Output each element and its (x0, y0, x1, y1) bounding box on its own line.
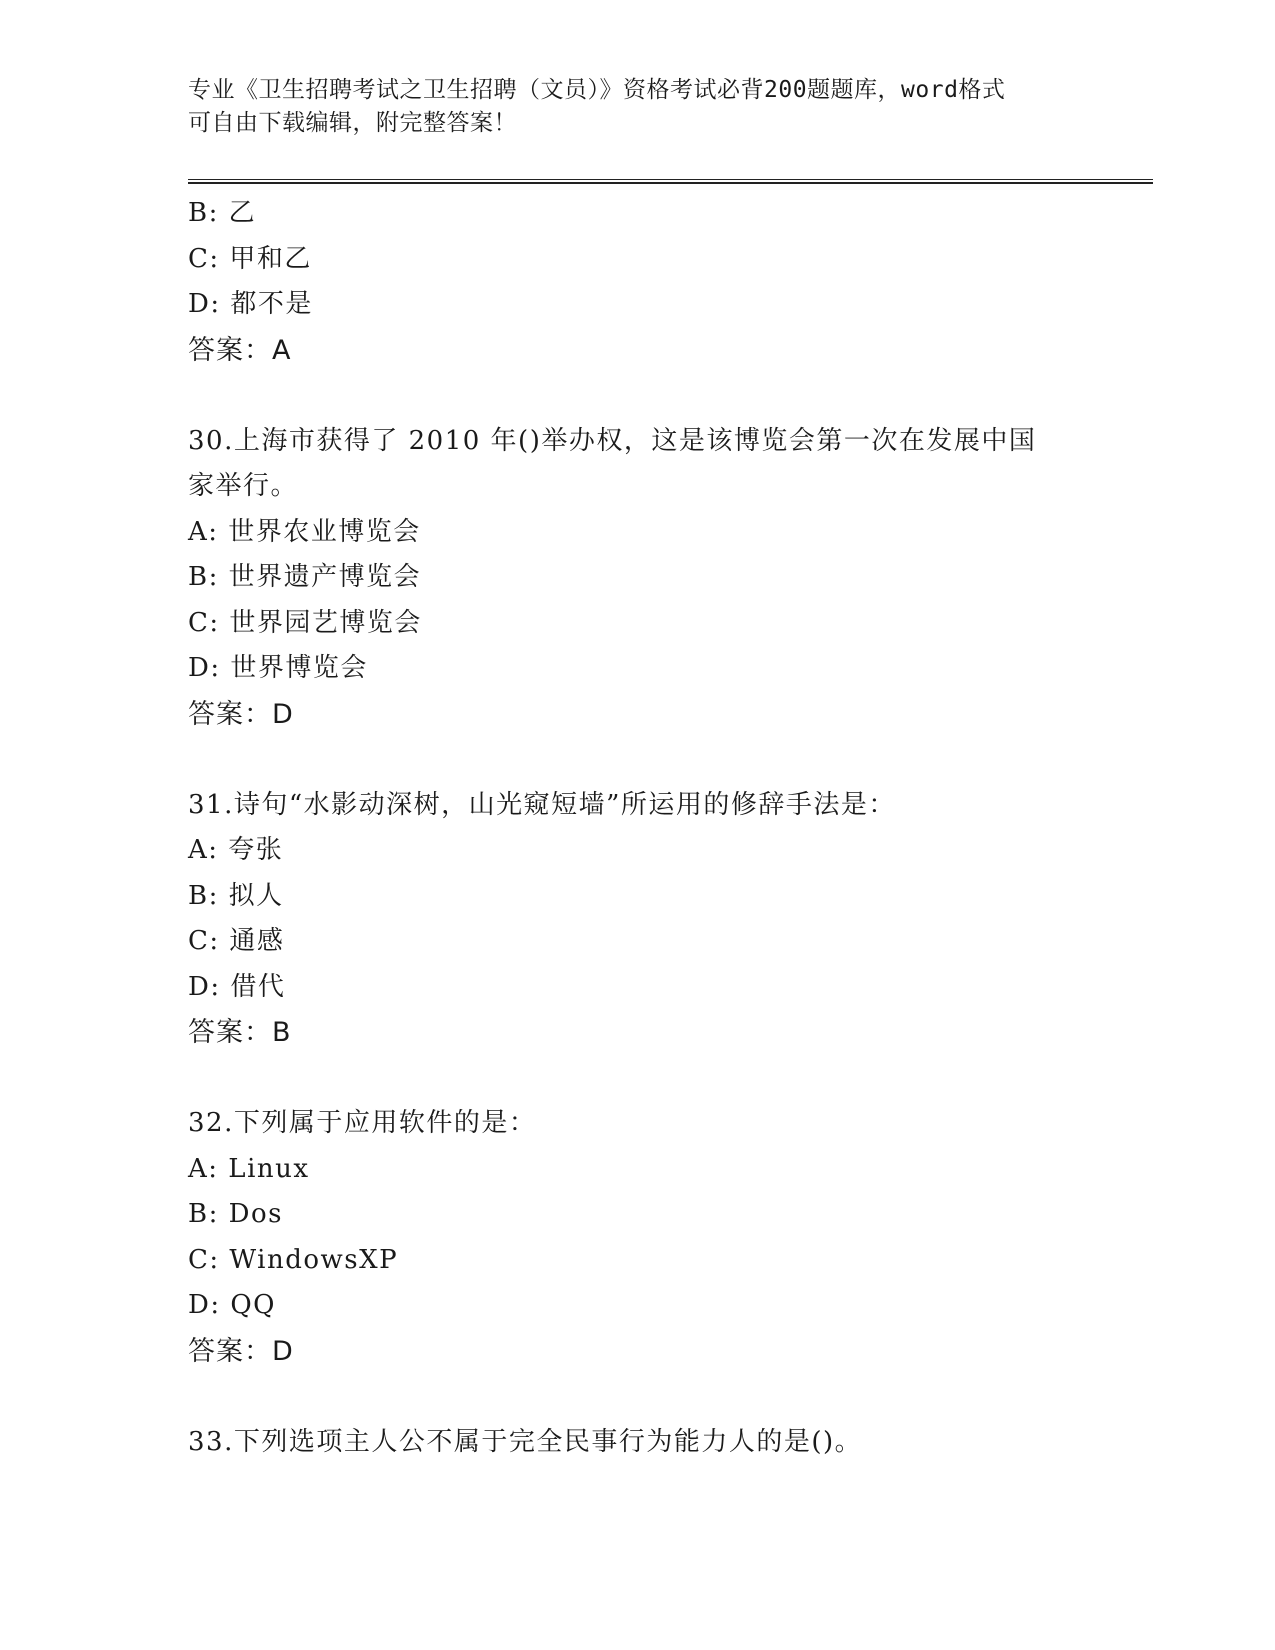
option-d: D: 世界博览会 (188, 653, 368, 683)
spacer (188, 737, 1088, 783)
question-stem: 30.上海市获得了 2010 年()举办权，这是该博览会第一次在发展中国 (188, 425, 1037, 456)
option-c: C: 世界园艺博览会 (188, 607, 422, 638)
question-stem-continued: 家举行。 (188, 471, 299, 501)
option-b: B: 世界遗产博览会 (188, 562, 422, 592)
header-divider (188, 179, 1153, 184)
question-stem: 31.诗句“水影动深树，山光窥短墙”所运用的修辞手法是： (188, 789, 896, 820)
answer-line: 答案：D (188, 1335, 294, 1367)
question-block-29 (188, 191, 1088, 373)
spacer (188, 373, 1088, 419)
option-d: D: QQ (188, 1290, 277, 1320)
header-line-2: 可自由下载编辑，附完整答案！ (188, 110, 517, 136)
option-b: B: 拟人 (188, 880, 284, 911)
option-c: C: 甲和乙 (188, 243, 312, 274)
document-header (188, 74, 1068, 140)
question-block-32 (188, 1101, 1088, 1374)
question-block-30 (188, 419, 1088, 738)
spacer (188, 1056, 1088, 1102)
header-line-1: 专业《卫生招聘考试之卫生招聘（文员）》资格考试必背200题题库，word格式 (188, 77, 1006, 103)
option-a: A: 世界农业博览会 (188, 516, 421, 547)
answer-line: 答案：A (188, 334, 292, 366)
answer-line: 答案：D (188, 698, 294, 730)
option-d: D: 借代 (188, 971, 286, 1002)
option-a: A: Linux (188, 1153, 310, 1184)
question-stem: 32.下列属于应用软件的是： (188, 1108, 537, 1138)
option-c: C: WindowsXP (188, 1244, 399, 1275)
option-b: B: Dos (188, 1199, 283, 1229)
option-d: D: 都不是 (188, 289, 313, 319)
answer-line: 答案：B (188, 1017, 292, 1048)
option-b: B: 乙 (188, 198, 257, 228)
option-a: A: 夸张 (188, 835, 284, 865)
question-stem: 33.下列选项主人公不属于完全民事行为能力人的是()。 (188, 1426, 863, 1457)
question-block-33 (188, 1420, 1088, 1466)
question-list (188, 191, 1088, 1465)
question-block-31 (188, 783, 1088, 1056)
spacer (188, 1374, 1088, 1420)
option-c: C: 通感 (188, 926, 285, 956)
